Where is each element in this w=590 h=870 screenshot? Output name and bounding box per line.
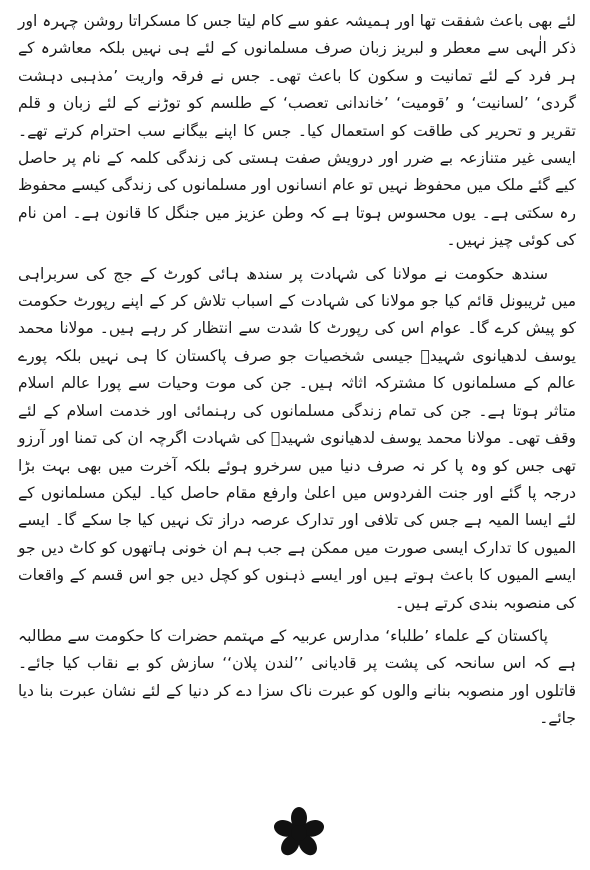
article-body [18,8,576,739]
paragraph-1: لئے بھی باعث شفقت تھا اور ہمیشہ عفو سے کام لیتا جس کا مسکراتا روشن چہرہ اور ذکر الٰہی سے معطر و لبریز زبان صرف مسلمانوں کے لئے ہی نہیں بلکہ معاشرہ کے ہر فرد کے لئے تمانیت و سکون کا باعث تھی۔ جس نے فرقہ واریت ’مذہبی دہشت گردی‘ ’لسانیت‘ و ’قومیت‘ ’خاندانی تعصب‘ کے طلسم کو توڑنے کے لئے زبان و قلم تقریر و تحریر کی طاقت کو استعمال کیا۔ جس کا اپنے بیگانے سب احترام کرتے تھے۔ ایسی غیر متنازعہ بے ضرر اور درویش صفت ہستی کی زندگی کلمہ کے نام پر حاصل کیے گئے ملک میں محفوظ نہیں تو عام انسانوں اور مسلمانوں کی زندگی کیسے محفوظ رہ سکتی ہے۔ یوں محسوس ہوتا ہے کہ وطن عزیز میں جنگل کا قانون ہے۔ امن نام کی کوئی چیز نہیں۔ [18,12,576,250]
flower-ornament-icon [272,806,326,860]
paragraph-2: سندھ حکومت نے مولانا کی شہادت پر سندھ ہائی کورٹ کے جج کی سربراہی میں ٹریبونل قائم کیا جو مولانا کی شہادت کے اسباب تلاش کر کے اپنے رپورٹ حکومت کو پیش کرے گا۔ عوام اس کی رپورٹ کا شدت سے انتظار کر رہے ہیں۔ مولانا محمد یوسف لدھیانوی شہیدؒ جیسی شخصیات جو صرف پاکستان کا ہی نہیں بلکہ پورے عالم کے مسلمانوں کا مشترکہ اثاثہ ہیں۔ جن کی موت وحیات سے پورا عالم اسلام متاثر ہوتا ہے۔ جن کی تمام زندگی مسلمانوں کی رہنمائی اور خدمت اسلام کے لئے وقف تھی۔ مولانا محمد یوسف لدھیانوی شہیدؒ کی شہادت اگرچہ ان کی تمنا اور آرزو تھی جس کو وہ پا کر نہ صرف دنیا میں سرخرو ہوئے بلکہ آخرت میں بھی بہت بڑا درجہ پا گئے اور جنت الفردوس میں اعلیٰ وارفع مقام حاصل کیا۔ لیکن مسلمانوں کے لئے ایسا المیہ ہے جس کی تلافی اور تدارک عرصہ دراز تک نہیں کیا جا سکے گا۔ ایسے المیوں کا تدارک ایسی صورت میں ممکن ہے جب ہم ان خونی ہاتھوں کو کاٹ دیں جو ایسے المیوں کا باعث ہوتے ہیں اور ایسے ذہنوں کو کچل دیں جو اس قسم کے واقعات کی منصوبہ بندی کرتے ہیں۔ [18,264,576,612]
paragraph-3: پاکستان کے علماء ’طلباء‘ مدارس عربیہ کے مہتمم حضرات کا حکومت سے مطالبہ ہے کہ اس سانحہ کی پشت پر قادیانی ’’لندن پلان‘‘ سازش کو بے نقاب کیا جائے۔ قاتلوں اور منصوبہ بنانے والوں کو عبرت ناک سزا دے کر دنیا کے لئے نشان عبرت بنا دیا جائے۔ [18,626,576,728]
ornament-petals [272,807,326,859]
